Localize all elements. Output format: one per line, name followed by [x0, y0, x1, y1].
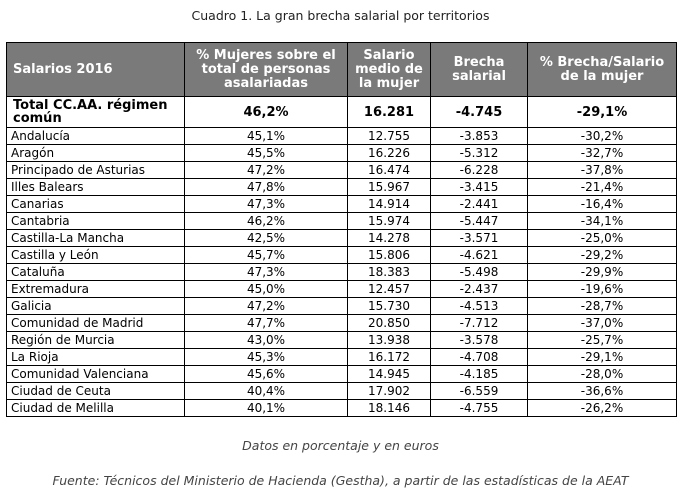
row-ratio: -25,0%: [528, 230, 677, 247]
row-gap: -6.228: [431, 162, 528, 179]
row-gap: -5.498: [431, 264, 528, 281]
row-ratio: -28,7%: [528, 298, 677, 315]
row-gap: -3.578: [431, 332, 528, 349]
row-name: Galicia: [7, 298, 185, 315]
table-row: [7, 213, 677, 230]
row-ratio: -34,1%: [528, 213, 677, 230]
row-gap: -4.185: [431, 366, 528, 383]
row-gap: -5.312: [431, 145, 528, 162]
source-note: Fuente: Técnicos del Ministerio de Hacienda (Gestha), a partir de las estadísticas de la AEAT: [52, 473, 629, 488]
row-ratio: -37,8%: [528, 162, 677, 179]
row-salary: 15.967: [348, 179, 431, 196]
table-row: [7, 230, 677, 247]
row-pct: 40,4%: [185, 383, 348, 400]
row-ratio: -28,0%: [528, 366, 677, 383]
row-name: Cantabria: [7, 213, 185, 230]
row-salary: 20.850: [348, 315, 431, 332]
row-name: Illes Balears: [7, 179, 185, 196]
table-row: [7, 128, 677, 145]
row-gap: -6.559: [431, 383, 528, 400]
header-pct-mujeres: % Mujeres sobre el total de personas asalariadas: [185, 43, 348, 97]
total-gap: -4.745: [431, 97, 528, 128]
row-ratio: -19,6%: [528, 281, 677, 298]
row-salary: 16.226: [348, 145, 431, 162]
total-row: [7, 97, 677, 128]
row-salary: 18.146: [348, 400, 431, 417]
table-row: [7, 332, 677, 349]
row-pct: 45,7%: [185, 247, 348, 264]
row-pct: 45,3%: [185, 349, 348, 366]
total-salary: 16.281: [348, 97, 431, 128]
row-salary: 17.902: [348, 383, 431, 400]
row-pct: 46,2%: [185, 213, 348, 230]
row-ratio: -21,4%: [528, 179, 677, 196]
table-row: [7, 162, 677, 179]
row-salary: 14.914: [348, 196, 431, 213]
row-ratio: -25,7%: [528, 332, 677, 349]
row-ratio: -16,4%: [528, 196, 677, 213]
row-gap: -3.571: [431, 230, 528, 247]
row-ratio: -36,6%: [528, 383, 677, 400]
row-pct: 47,7%: [185, 315, 348, 332]
header-salarios: Salarios 2016: [7, 43, 185, 97]
salary-gap-table: [6, 42, 677, 417]
row-name: Ciudad de Melilla: [7, 400, 185, 417]
table-row: [7, 315, 677, 332]
row-pct: 43,0%: [185, 332, 348, 349]
row-pct: 45,6%: [185, 366, 348, 383]
row-name: Castilla y León: [7, 247, 185, 264]
table-row: [7, 400, 677, 417]
row-salary: 15.974: [348, 213, 431, 230]
total-pct: 46,2%: [185, 97, 348, 128]
table-row: [7, 247, 677, 264]
row-gap: -4.621: [431, 247, 528, 264]
row-gap: -2.437: [431, 281, 528, 298]
row-gap: -3.415: [431, 179, 528, 196]
row-salary: 15.730: [348, 298, 431, 315]
row-salary: 16.172: [348, 349, 431, 366]
header-brecha: Brecha salarial: [431, 43, 528, 97]
row-salary: 12.457: [348, 281, 431, 298]
row-pct: 47,8%: [185, 179, 348, 196]
row-salary: 12.755: [348, 128, 431, 145]
header-row: [7, 43, 677, 97]
row-salary: 18.383: [348, 264, 431, 281]
row-name: Región de Murcia: [7, 332, 185, 349]
row-ratio: -37,0%: [528, 315, 677, 332]
row-name: Comunidad Valenciana: [7, 366, 185, 383]
row-name: Canarias: [7, 196, 185, 213]
row-pct: 45,1%: [185, 128, 348, 145]
table-row: [7, 366, 677, 383]
row-ratio: -29,1%: [528, 349, 677, 366]
row-pct: 47,3%: [185, 196, 348, 213]
row-name: Aragón: [7, 145, 185, 162]
row-salary: 14.278: [348, 230, 431, 247]
row-pct: 45,5%: [185, 145, 348, 162]
row-gap: -5.447: [431, 213, 528, 230]
row-name: Ciudad de Ceuta: [7, 383, 185, 400]
row-gap: -4.708: [431, 349, 528, 366]
table-row: [7, 145, 677, 162]
row-salary: 16.474: [348, 162, 431, 179]
row-gap: -7.712: [431, 315, 528, 332]
total-name: Total CC.AA. régimen común: [7, 97, 185, 128]
table-row: [7, 383, 677, 400]
row-ratio: -26,2%: [528, 400, 677, 417]
row-salary: 14.945: [348, 366, 431, 383]
row-pct: 47,3%: [185, 264, 348, 281]
row-gap: -3.853: [431, 128, 528, 145]
row-pct: 47,2%: [185, 162, 348, 179]
total-ratio: -29,1%: [528, 97, 677, 128]
table-row: [7, 281, 677, 298]
row-gap: -2.441: [431, 196, 528, 213]
row-gap: -4.755: [431, 400, 528, 417]
row-name: Comunidad de Madrid: [7, 315, 185, 332]
row-name: Cataluña: [7, 264, 185, 281]
row-ratio: -32,7%: [528, 145, 677, 162]
row-gap: -4.513: [431, 298, 528, 315]
row-pct: 47,2%: [185, 298, 348, 315]
row-name: Extremadura: [7, 281, 185, 298]
table-row: [7, 179, 677, 196]
row-salary: 13.938: [348, 332, 431, 349]
row-pct: 40,1%: [185, 400, 348, 417]
row-name: Andalucía: [7, 128, 185, 145]
row-name: Castilla-La Mancha: [7, 230, 185, 247]
row-ratio: -29,2%: [528, 247, 677, 264]
table-row: [7, 196, 677, 213]
units-note: Datos en porcentaje y en euros: [242, 438, 439, 453]
table-row: [7, 264, 677, 281]
row-name: Principado de Asturias: [7, 162, 185, 179]
header-salario-medio: Salario medio de la mujer: [348, 43, 431, 97]
table-row: [7, 349, 677, 366]
row-name: La Rioja: [7, 349, 185, 366]
row-ratio: -29,9%: [528, 264, 677, 281]
header-pct-brecha: % Brecha/Salario de la mujer: [528, 43, 677, 97]
table-row: [7, 298, 677, 315]
row-ratio: -30,2%: [528, 128, 677, 145]
row-salary: 15.806: [348, 247, 431, 264]
row-pct: 45,0%: [185, 281, 348, 298]
row-pct: 42,5%: [185, 230, 348, 247]
table-caption: Cuadro 1. La gran brecha salarial por territorios: [191, 8, 490, 23]
